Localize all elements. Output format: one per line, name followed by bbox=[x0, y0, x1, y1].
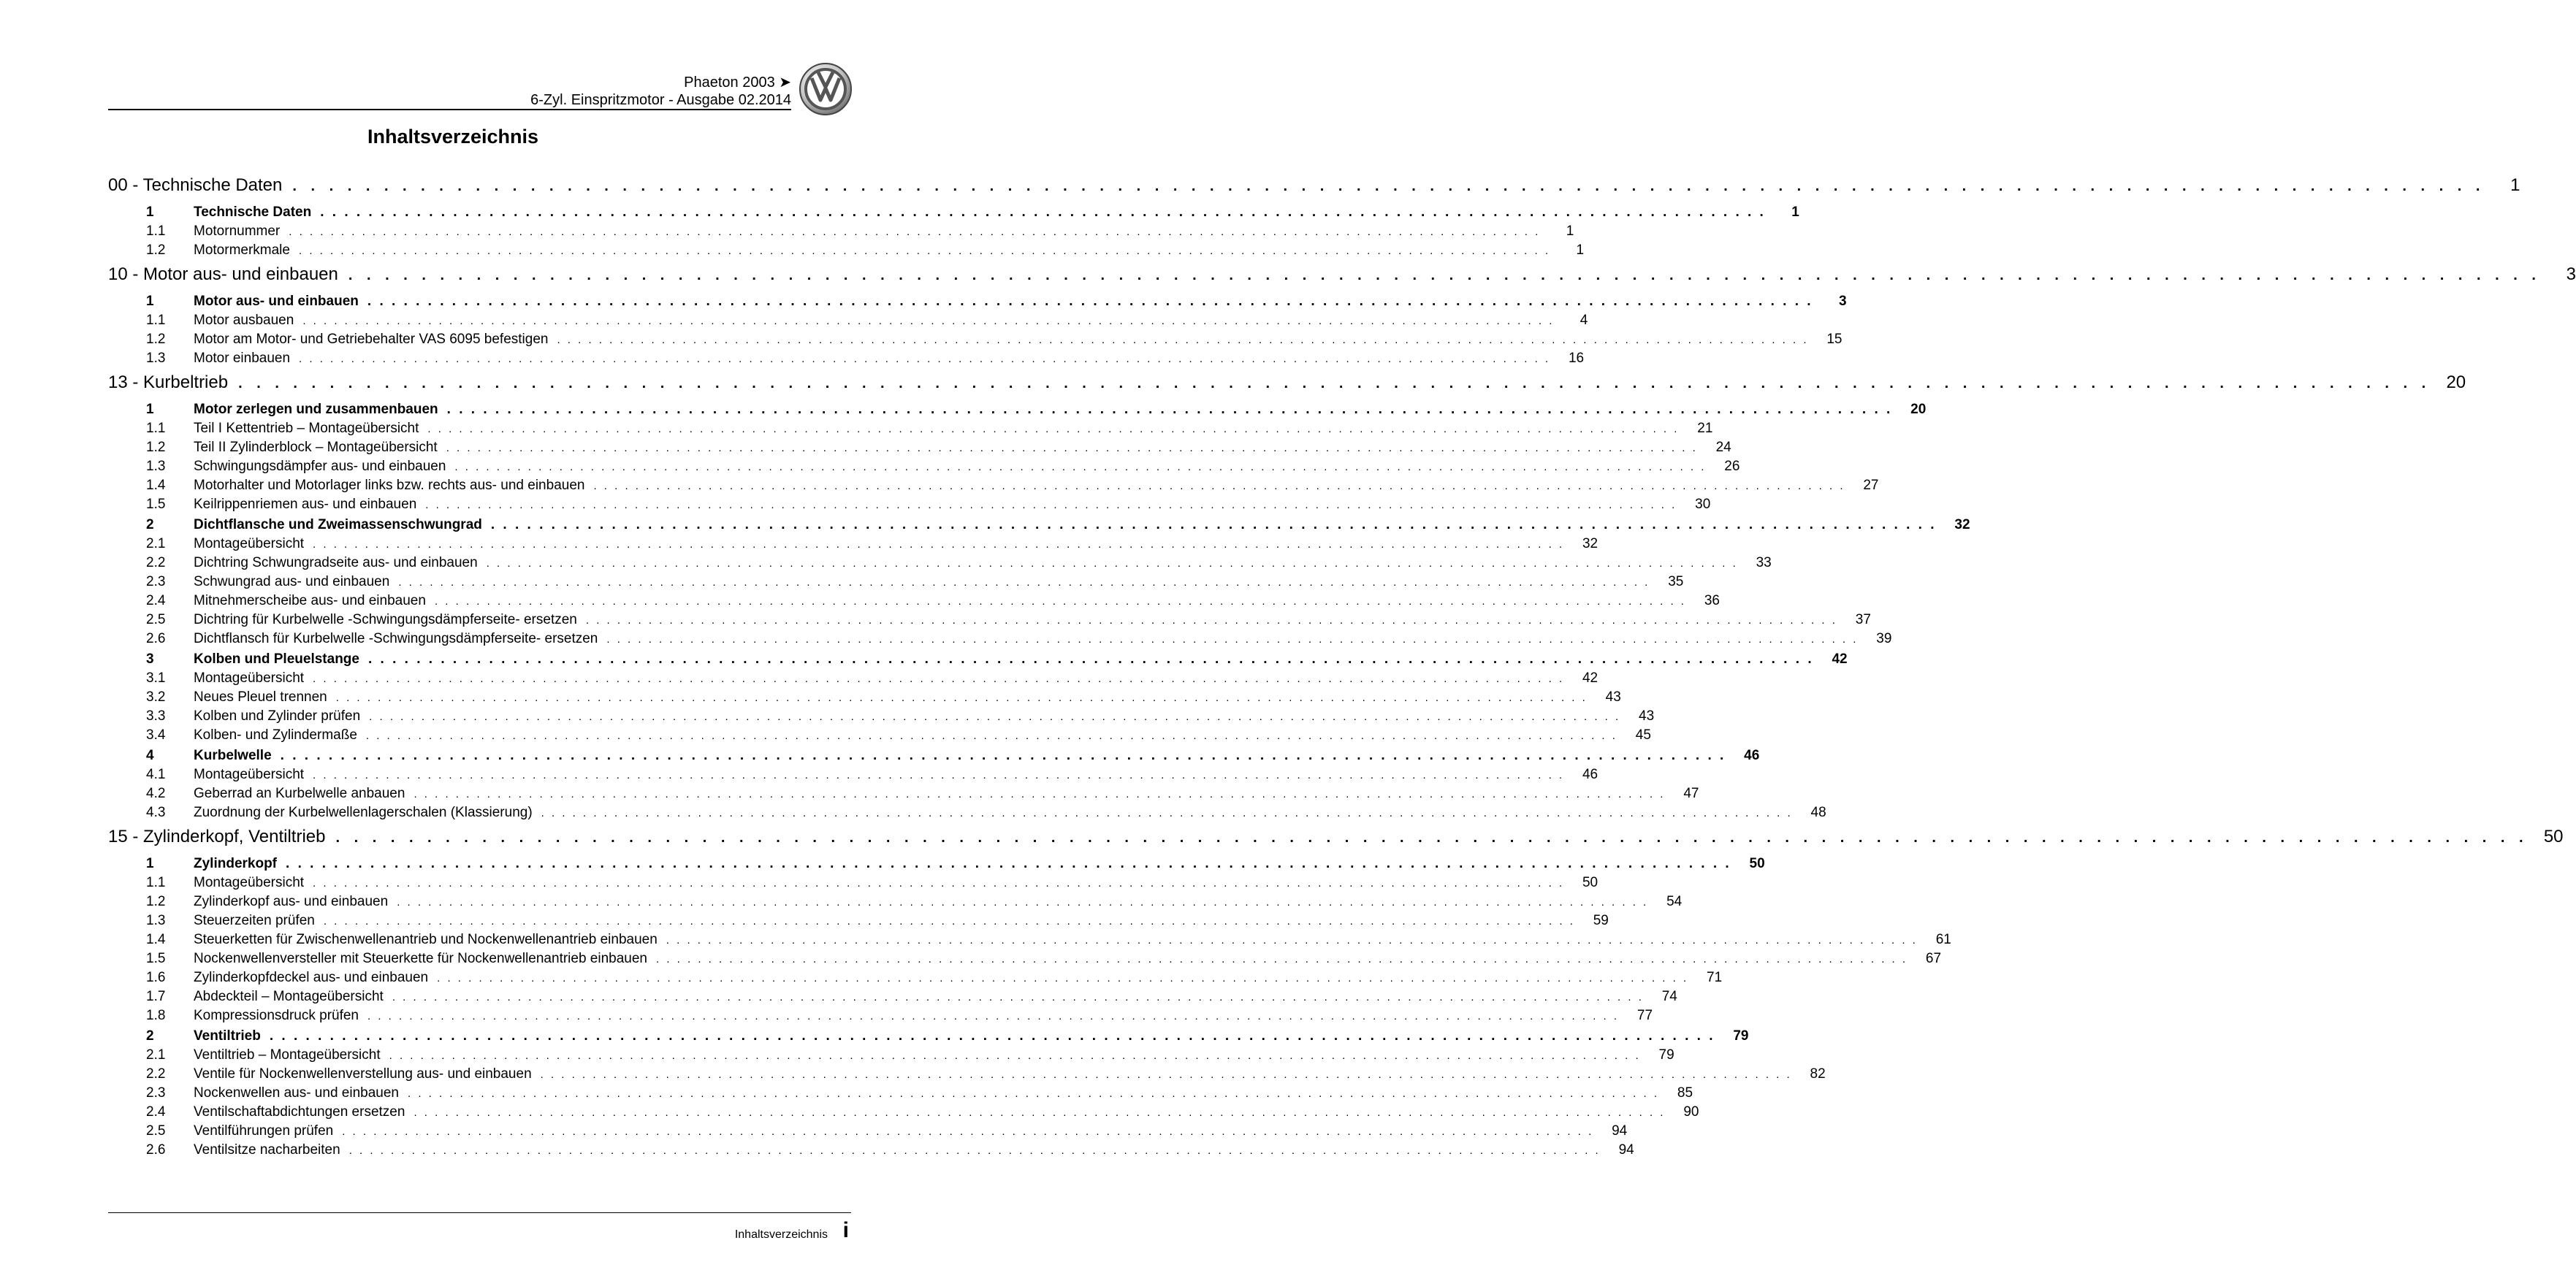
toc-section-row[interactable] bbox=[108, 204, 1799, 223]
toc-entry-page: 43 bbox=[1605, 689, 1621, 705]
toc-entry-page: 61 bbox=[1935, 932, 1951, 947]
toc-sub-row[interactable] bbox=[108, 313, 1588, 332]
toc-entry-number: 2.3 bbox=[146, 574, 166, 589]
toc-entry-page: 85 bbox=[1677, 1085, 1693, 1101]
toc-entry-label: Technische Daten bbox=[194, 204, 312, 220]
toc-section-row[interactable] bbox=[108, 402, 1927, 421]
toc-entry-label: Ventiltrieb bbox=[194, 1028, 261, 1044]
toc-dot-leader: . . . . . . . . . . . . . . . . . . . . . . . . . . . . . . . . . . . . . . . . . . . . . . . . . . . . . . . . . . . . . . . . . . . . . . . . . . . . . . . . . . . . . . . . . . . . . . . . . . . . . . . . . . . . . . . . . . . . . . . . bbox=[299, 353, 1551, 365]
toc-entry-label: Nockenwellenversteller mit Steuerkette für Nockenwellenantrieb einbauen bbox=[194, 951, 647, 966]
toc-dot-leader: . . . . . . . . . . . . . . . . . . . . . . . . . . . . . . . . . . . . . . . . . . . . . . . . . . . . . . . . . . . . . . . . . . . . . . . . . . . . . . . . . . . . . . . . . . . . . . . . . . . . . . . . . . . . . . . . . . . . . . . . bbox=[557, 334, 1809, 346]
toc-entry-page: 50 bbox=[2543, 827, 2564, 846]
toc-section-row[interactable] bbox=[108, 517, 1970, 536]
toc-entry-label: Kurbelwelle bbox=[194, 748, 272, 763]
toc-entry-number: 3.2 bbox=[146, 689, 166, 705]
toc-sub-row[interactable] bbox=[108, 875, 1598, 894]
toc-entry-number: 2.3 bbox=[146, 1085, 166, 1101]
toc-dot-leader: . . . . . . . . . . . . . . . . . . . . . . . . . . . . . . . . . . . . . . . . . . . . . . . . . . . . . . . . . . . . . . . . . . . . . . . . . . . . . . . . . . . . . . . . . . . . . . . . . . . . . . . . . . . . . . . . . . . . . . . . bbox=[593, 480, 1845, 492]
toc-entry-number: 1.2 bbox=[146, 242, 166, 258]
toc-dot-leader: . . . . . . . . . . . . . . . . . . . . . . . . . . . . . . . . . . . . . . . . . . . . . . . . . . . . . . . . . . . . . . . . . . . . . . . . . . . . . . . . . . . . . . . . . . . . . . . . . . . . . . . . . . . . . . . . . . . . . . . . bbox=[286, 856, 1731, 871]
toc-dot-leader: . . . . . . . . . . . . . . . . . . . . . . . . . . . . . . . . . . . . . . . . . . . . . . . . . . . . . . . . . . . . . . . . . . . . . . . . . . . . . . . . . . . . . . . . . . . . . . . . . . . . . . . . . . . . . . . . . . . . . . . . bbox=[335, 830, 2529, 846]
toc-entry-number: 2 bbox=[146, 1028, 154, 1044]
toc-sub-row[interactable] bbox=[108, 478, 1879, 497]
toc-sub-row[interactable] bbox=[108, 1008, 1653, 1027]
toc-sub-row[interactable] bbox=[108, 351, 1585, 370]
toc-dot-leader: . . . . . . . . . . . . . . . . . . . . . . . . . . . . . . . . . . . . . . . . . . . . . . . . . . . . . . . . . . . . . . . . . . . . . . . . . . . . . . . . . . . . . . . . . . . . . . . . . . . . . . . . . . . . . . . . . . . . . . . . bbox=[313, 673, 1565, 685]
toc-entry-label: Abdeckteil – Montageübersicht bbox=[194, 989, 384, 1004]
toc-sub-row[interactable] bbox=[108, 1085, 1693, 1104]
toc-dot-leader: . . . . . . . . . . . . . . . . . . . . . . . . . . . . . . . . . . . . . . . . . . . . . . . . . . . . . . . . . . . . . . . . . . . . . . . . . . . . . . . . . . . . . . . . . . . . . . . . . . . . . . . . . . . . . . . . . . . . . . . . bbox=[289, 226, 1541, 238]
footer-page-number: i bbox=[842, 1218, 849, 1242]
toc-sub-row[interactable] bbox=[108, 421, 1713, 440]
toc-section-row[interactable] bbox=[108, 748, 1760, 767]
toc-dot-leader: . . . . . . . . . . . . . . . . . . . . . . . . . . . . . . . . . . . . . . . . . . . . . . . . . . . . . . . . . . . . . . . . . . . . . . . . . . . . . . . . . . . . . . . . . . . . . . . . . . . . . . . . . . . . . . . . . . . . . . . . bbox=[606, 633, 1859, 646]
toc-entry-label: 13 - Kurbeltrieb bbox=[108, 372, 229, 392]
toc-entry-page: 30 bbox=[1695, 497, 1711, 512]
toc-entry-page: 47 bbox=[1683, 786, 1699, 801]
toc-entry-label: Motor am Motor- und Getriebehalter VAS 6095 befestigen bbox=[194, 332, 549, 347]
toc-entry-label: Kolben und Zylinder prüfen bbox=[194, 708, 361, 724]
toc-entry-page: 50 bbox=[1582, 875, 1598, 890]
toc-entry-number: 2.6 bbox=[146, 631, 166, 646]
toc-sub-row[interactable] bbox=[108, 223, 1574, 242]
toc-dot-leader: . . . . . . . . . . . . . . . . . . . . . . . . . . . . . . . . . . . . . . . . . . . . . . . . . . . . . . . . . . . . . . . . . . . . . . . . . . . . . . . . . . . . . . . . . . . . . . . . . . . . . . . . . . . . . . . . . . . . . . . . bbox=[302, 315, 1555, 327]
toc-entry-number: 1 bbox=[146, 402, 154, 417]
toc-entry-page: 42 bbox=[1582, 670, 1598, 686]
toc-entry-number: 2.6 bbox=[146, 1142, 166, 1158]
toc-entry-label: Motor einbauen bbox=[194, 351, 291, 366]
toc-entry-label: Teil I Kettentrieb – Montageübersicht bbox=[194, 421, 419, 436]
toc-dot-leader: . . . . . . . . . . . . . . . . . . . . . . . . . . . . . . . . . . . . . . . . . . . . . . . . . . . . . . . . . . . . . . . . . . . . . . . . . . . . . . . . . . . . . . . . . . . . . . . . . . . . . . . . . . . . . . . . . . . . . . . . bbox=[389, 1049, 1641, 1062]
toc-entry-page: 67 bbox=[1925, 951, 1942, 966]
toc-entry-number: 1.2 bbox=[146, 894, 166, 909]
toc-dot-leader: . . . . . . . . . . . . . . . . . . . . . . . . . . . . . . . . . . . . . . . . . . . . . . . . . . . . . . . . . . . . . . . . . . . . . . . . . . . . . . . . . . . . . . . . . . . . . . . . . . . . . . . . . . . . . . . . . . . . . . . . bbox=[414, 1106, 1666, 1119]
toc-entry-page: 54 bbox=[1666, 894, 1683, 909]
toc-entry-label: Zuordnung der Kurbelwellenlagerschalen (Klassierung) bbox=[194, 805, 533, 820]
toc-entry-label: Neues Pleuel trennen bbox=[194, 689, 327, 705]
toc-section-row[interactable] bbox=[108, 294, 1847, 313]
toc-entry-label: Dichtflansch für Kurbelwelle -Schwingungsdämpferseite- ersetzen bbox=[194, 631, 598, 646]
toc-chapter-row[interactable] bbox=[108, 264, 2576, 292]
toc-entry-label: Montageübersicht bbox=[194, 875, 305, 890]
toc-entry-label: Kompressionsdruck prüfen bbox=[194, 1008, 359, 1023]
toc-dot-leader: . . . . . . . . . . . . . . . . . . . . . . . . . . . . . . . . . . . . . . . . . . . . . . . . . . . . . . . . . . . . . . . . . . . . . . . . . . . . . . . . . . . . . . . . . . . . . . . . . . . . . . . . . . . . . . . . . . . . . . . . bbox=[298, 245, 1551, 257]
toc-entry-page: 43 bbox=[1639, 708, 1655, 724]
toc-entry-page: 48 bbox=[1810, 805, 1826, 820]
toc-entry-number: 1.1 bbox=[146, 875, 166, 890]
toc-entry-page: 21 bbox=[1697, 421, 1713, 436]
toc-sub-row[interactable] bbox=[108, 951, 1942, 970]
toc-entry-number: 1.3 bbox=[146, 459, 166, 474]
toc-entry-number: 1.1 bbox=[146, 223, 166, 239]
toc-dot-leader: . . . . . . . . . . . . . . . . . . . . . . . . . . . . . . . . . . . . . . . . . . . . . . . . . . . . . . . . . . . . . . . . . . . . . . . . . . . . . . . . . . . . . . . . . . . . . . . . . . . . . . . . . . . . . . . . . . . . . . . . bbox=[323, 915, 1575, 928]
toc-entry-page: 46 bbox=[1744, 748, 1760, 763]
toc-entry-label: Montageübersicht bbox=[194, 670, 305, 686]
toc-entry-label: Dichtring für Kurbelwelle -Schwingungsdämpferseite- ersetzen bbox=[194, 612, 577, 627]
toc-entry-number: 1.4 bbox=[146, 932, 166, 947]
toc-dot-leader: . . . . . . . . . . . . . . . . . . . . . . . . . . . . . . . . . . . . . . . . . . . . . . . . . . . . . . . . . . . . . . . . . . . . . . . . . . . . . . . . . . . . . . . . . . . . . . . . . . . . . . . . . . . . . . . . . . . . . . . . bbox=[437, 972, 1689, 984]
toc-entry-page: 79 bbox=[1733, 1028, 1749, 1044]
toc-sub-row[interactable] bbox=[108, 989, 1677, 1008]
toc-entry-label: Kolben- und Zylindermaße bbox=[194, 727, 357, 743]
toc-entry-number: 1.7 bbox=[146, 989, 166, 1004]
toc-dot-leader: . . . . . . . . . . . . . . . . . . . . . . . . . . . . . . . . . . . . . . . . . . . . . . . . . . . . . . . . . . . . . . . . . . . . . . . . . . . . . . . . . . . . . . . . . . . . . . . . . . . . . . . . . . . . . . . . . . . . . . . . bbox=[486, 557, 1738, 570]
vw-logo-icon bbox=[799, 62, 853, 116]
toc-entry-number: 2.2 bbox=[146, 555, 166, 570]
toc-entry-page: 33 bbox=[1756, 555, 1772, 570]
toc-entry-page: 16 bbox=[1568, 351, 1585, 366]
toc-entry-number: 2.1 bbox=[146, 536, 166, 551]
toc-entry-label: Steuerketten für Zwischenwellenantrieb und Nockenwellenantrieb einbauen bbox=[194, 932, 658, 947]
toc-entry-number: 4.1 bbox=[146, 767, 166, 782]
header-model: Phaeton 2003 ➤ bbox=[684, 74, 791, 91]
toc-entry-page: 26 bbox=[1724, 459, 1740, 474]
toc-entry-page: 32 bbox=[1582, 536, 1598, 551]
toc-dot-leader: . . . . . . . . . . . . . . . . . . . . . . . . . . . . . . . . . . . . . . . . . . . . . . . . . . . . . . . . . . . . . . . . . . . . . . . . . . . . . . . . . . . . . . . . . . . . . . . . . . . . . . . . . . . . . . . . . . . . . . . . bbox=[367, 1010, 1620, 1022]
toc-entry-number: 4.3 bbox=[146, 805, 166, 820]
toc-sub-row[interactable] bbox=[108, 332, 1843, 351]
toc-sub-row[interactable] bbox=[108, 786, 1699, 805]
toc-sub-row[interactable] bbox=[108, 1047, 1674, 1066]
toc-entry-page: 50 bbox=[1749, 856, 1765, 871]
toc-sub-row[interactable] bbox=[108, 805, 1826, 824]
toc-entry-page: 20 bbox=[1910, 402, 1927, 417]
toc-entry-label: Schwungrad aus- und einbauen bbox=[194, 574, 390, 589]
toc-entry-label: Zylinderkopfdeckel aus- und einbauen bbox=[194, 970, 429, 985]
toc-section-row[interactable] bbox=[108, 856, 1765, 875]
toc-entry-number: 3.1 bbox=[146, 670, 166, 686]
page-title: Inhaltsverzeichnis bbox=[367, 126, 539, 148]
toc-entry-number: 1 bbox=[146, 856, 154, 871]
toc-entry-page: 32 bbox=[1954, 517, 1970, 532]
toc-chapter-row[interactable] bbox=[108, 372, 2466, 400]
toc-entry-label: Teil II Zylinderblock – Montageübersicht bbox=[194, 440, 438, 455]
toc-entry-label: Motormerkmale bbox=[194, 242, 290, 258]
toc-entry-page: 1 bbox=[1791, 204, 1799, 220]
toc-sub-row[interactable] bbox=[108, 440, 1731, 459]
toc-dot-leader: . . . . . . . . . . . . . . . . . . . . . . . . . . . . . . . . . . . . . . . . . . . . . . . . . . . . . . . . . . . . . . . . . . . . . . . . . . . . . . . . . . . . . . . . . . . . . . . . . . . . . . . . . . . . . . . . . . . . . . . . bbox=[348, 267, 2541, 283]
toc-dot-leader: . . . . . . . . . . . . . . . . . . . . . . . . . . . . . . . . . . . . . . . . . . . . . . . . . . . . . . . . . . . . . . . . . . . . . . . . . . . . . . . . . . . . . . . . . . . . . . . . . . . . . . . . . . . . . . . . . . . . . . . . bbox=[407, 1087, 1660, 1100]
toc-dot-leader: . . . . . . . . . . . . . . . . . . . . . . . . . . . . . . . . . . . . . . . . . . . . . . . . . . . . . . . . . . . . . . . . . . . . . . . . . . . . . . . . . . . . . . . . . . . . . . . . . . . . . . . . . . . . . . . . . . . . . . . . bbox=[656, 953, 1908, 965]
toc-entry-label: Ventilführungen prüfen bbox=[194, 1123, 334, 1139]
toc-entry-number: 4 bbox=[146, 748, 154, 763]
toc-entry-label: 00 - Technische Daten bbox=[108, 175, 283, 195]
toc-entry-page: 46 bbox=[1582, 767, 1598, 782]
toc-entry-number: 3 bbox=[146, 651, 154, 667]
toc-entry-number: 1.3 bbox=[146, 351, 166, 366]
toc-entry-label: Motornummer bbox=[194, 223, 281, 239]
toc-dot-leader: . . . . . . . . . . . . . . . . . . . . . . . . . . . . . . . . . . . . . . . . . . . . . . . . . . . . . . . . . . . . . . . . . . . . . . . . . . . . . . . . . . . . . . . . . . . . . . . . . . . . . . . . . . . . . . . . . . . . . . . . bbox=[367, 294, 1813, 309]
toc-entry-number: 2.2 bbox=[146, 1066, 166, 1082]
toc-entry-number: 4.2 bbox=[146, 786, 166, 801]
toc-entry-page: 24 bbox=[1715, 440, 1731, 455]
toc-dot-leader: . . . . . . . . . . . . . . . . . . . . . . . . . . . . . . . . . . . . . . . . . . . . . . . . . . . . . . . . . . . . . . . . . . . . . . . . . . . . . . . . . . . . . . . . . . . . . . . . . . . . . . . . . . . . . . . . . . . . . . . . bbox=[280, 748, 1726, 763]
toc-entry-label: 15 - Zylinderkopf, Ventiltrieb bbox=[108, 827, 326, 846]
toc-entry-page: 39 bbox=[1876, 631, 1892, 646]
toc-entry-page: 94 bbox=[1612, 1123, 1628, 1139]
toc-entry-label: Motor aus- und einbauen bbox=[194, 294, 359, 309]
toc-entry-page: 3 bbox=[1838, 294, 1847, 309]
toc-entry-number: 1.2 bbox=[146, 440, 166, 455]
toc-entry-number: 2.5 bbox=[146, 1123, 166, 1139]
toc-sub-row[interactable] bbox=[108, 708, 1655, 727]
toc-entry-page: 27 bbox=[1863, 478, 1879, 493]
toc-entry-page: 74 bbox=[1661, 989, 1677, 1004]
toc-entry-label: Zylinderkopf bbox=[194, 856, 278, 871]
toc-dot-leader: . . . . . . . . . . . . . . . . . . . . . . . . . . . . . . . . . . . . . . . . . . . . . . . . . . . . . . . . . . . . . . . . . . . . . . . . . . . . . . . . . . . . . . . . . . . . . . . . . . . . . . . . . . . . . . . . . . . . . . . . bbox=[666, 934, 1918, 947]
toc-entry-label: Geberrad an Kurbelwelle anbauen bbox=[194, 786, 405, 801]
toc-entry-number: 1.1 bbox=[146, 313, 166, 328]
toc-entry-label: Motorhalter und Motorlager links bzw. rechts aus- und einbauen bbox=[194, 478, 585, 493]
toc-chapter-row[interactable] bbox=[108, 175, 2520, 203]
toc-entry-number: 1.5 bbox=[146, 497, 166, 512]
toc-entry-number: 1.3 bbox=[146, 913, 166, 928]
toc-entry-page: 94 bbox=[1618, 1142, 1634, 1158]
toc-entry-number: 1 bbox=[146, 204, 154, 220]
toc-dot-leader: . . . . . . . . . . . . . . . . . . . . . . . . . . . . . . . . . . . . . . . . . . . . . . . . . . . . . . . . . . . . . . . . . . . . . . . . . . . . . . . . . . . . . . . . . . . . . . . . . . . . . . . . . . . . . . . . . . . . . . . . bbox=[585, 614, 1837, 627]
toc-entry-label: Ventiltrieb – Montageübersicht bbox=[194, 1047, 381, 1063]
toc-entry-page: 59 bbox=[1593, 913, 1609, 928]
toc-entry-number: 3.4 bbox=[146, 727, 166, 743]
toc-dot-leader: . . . . . . . . . . . . . . . . . . . . . . . . . . . . . . . . . . . . . . . . . . . . . . . . . . . . . . . . . . . . . . . . . . . . . . . . . . . . . . . . . . . . . . . . . . . . . . . . . . . . . . . . . . . . . . . . . . . . . . . . bbox=[425, 499, 1677, 511]
header-subtitle: 6-Zyl. Einspritzmotor - Ausgabe 02.2014 bbox=[530, 92, 791, 108]
toc-dot-leader: . . . . . . . . . . . . . . . . . . . . . . . . . . . . . . . . . . . . . . . . . . . . . . . . . . . . . . . . . . . . . . . . . . . . . . . . . . . . . . . . . . . . . . . . . . . . . . . . . . . . . . . . . . . . . . . . . . . . . . . . bbox=[446, 442, 1698, 454]
toc-entry-label: 10 - Motor aus- und einbauen bbox=[108, 264, 338, 284]
toc-entry-number: 1.2 bbox=[146, 332, 166, 347]
toc-section-row[interactable] bbox=[108, 651, 1848, 670]
toc-dot-leader: . . . . . . . . . . . . . . . . . . . . . . . . . . . . . . . . . . . . . . . . . . . . . . . . . . . . . . . . . . . . . . . . . . . . . . . . . . . . . . . . . . . . . . . . . . . . . . . . . . . . . . . . . . . . . . . . . . . . . . . . bbox=[446, 402, 1893, 417]
toc-entry-page: 1 bbox=[1566, 223, 1574, 239]
toc-entry-page: 82 bbox=[1810, 1066, 1826, 1082]
toc-entry-label: Keilrippenriemen aus- und einbauen bbox=[194, 497, 417, 512]
toc-dot-leader: . . . . . . . . . . . . . . . . . . . . . . . . . . . . . . . . . . . . . . . . . . . . . . . . . . . . . . . . . . . . . . . . . . . . . . . . . . . . . . . . . . . . . . . . . . . . . . . . . . . . . . . . . . . . . . . . . . . . . . . . bbox=[313, 769, 1565, 781]
toc-entry-number: 2.1 bbox=[146, 1047, 166, 1063]
toc-entry-label: Montageübersicht bbox=[194, 767, 305, 782]
toc-entry-number: 2.5 bbox=[146, 612, 166, 627]
toc-dot-leader: . . . . . . . . . . . . . . . . . . . . . . . . . . . . . . . . . . . . . . . . . . . . . . . . . . . . . . . . . . . . . . . . . . . . . . . . . . . . . . . . . . . . . . . . . . . . . . . . . . . . . . . . . . . . . . . . . . . . . . . . bbox=[397, 896, 1649, 909]
toc-entry-number: 2.4 bbox=[146, 593, 166, 608]
header-divider bbox=[108, 109, 791, 110]
toc-entry-page: 36 bbox=[1704, 593, 1720, 608]
toc-entry-page: 4 bbox=[1579, 313, 1588, 328]
toc-entry-page: 20 bbox=[2446, 372, 2466, 392]
toc-entry-page: 90 bbox=[1683, 1104, 1699, 1120]
toc-entry-label: Schwingungsdämpfer aus- und einbauen bbox=[194, 459, 446, 474]
toc-sub-row[interactable] bbox=[108, 932, 1951, 951]
toc-sub-row[interactable] bbox=[108, 727, 1651, 746]
toc-sub-row[interactable] bbox=[108, 689, 1621, 708]
toc-sub-row[interactable] bbox=[108, 242, 1585, 261]
toc-entry-label: Mitnehmerscheibe aus- und einbauen bbox=[194, 593, 426, 608]
toc-dot-leader: . . . . . . . . . . . . . . . . . . . . . . . . . . . . . . . . . . . . . . . . . . . . . . . . . . . . . . . . . . . . . . . . . . . . . . . . . . . . . . . . . . . . . . . . . . . . . . . . . . . . . . . . . . . . . . . . . . . . . . . . bbox=[454, 461, 1707, 473]
toc-sub-row[interactable] bbox=[108, 1123, 1628, 1142]
toc-section-row[interactable] bbox=[108, 1028, 1749, 1047]
toc-entry-label: Nockenwellen aus- und einbauen bbox=[194, 1085, 399, 1101]
toc-sub-row[interactable] bbox=[108, 497, 1711, 516]
toc-entry-page: 1 bbox=[2510, 175, 2520, 195]
toc-entry-label: Kolben und Pleuelstange bbox=[194, 651, 359, 667]
toc-sub-row[interactable] bbox=[108, 670, 1598, 689]
toc-dot-leader: . . . . . . . . . . . . . . . . . . . . . . . . . . . . . . . . . . . . . . . . . . . . . . . . . . . . . . . . . . . . . . . . . . . . . . . . . . . . . . . . . . . . . . . . . . . . . . . . . . . . . . . . . . . . . . . . . . . . . . . . bbox=[320, 204, 1766, 220]
toc-entry-label: Zylinderkopf aus- und einbauen bbox=[194, 894, 389, 909]
toc-dot-leader: . . . . . . . . . . . . . . . . . . . . . . . . . . . . . . . . . . . . . . . . . . . . . . . . . . . . . . . . . . . . . . . . . . . . . . . . . . . . . . . . . . . . . . . . . . . . . . . . . . . . . . . . . . . . . . . . . . . . . . . . bbox=[541, 807, 1793, 819]
toc-dot-leader: . . . . . . . . . . . . . . . . . . . . . . . . . . . . . . . . . . . . . . . . . . . . . . . . . . . . . . . . . . . . . . . . . . . . . . . . . . . . . . . . . . . . . . . . . . . . . . . . . . . . . . . . . . . . . . . . . . . . . . . . bbox=[369, 711, 1621, 723]
toc-entry-number: 2.4 bbox=[146, 1104, 166, 1120]
toc-entry-page: 79 bbox=[1658, 1047, 1674, 1063]
toc-dot-leader: . . . . . . . . . . . . . . . . . . . . . . . . . . . . . . . . . . . . . . . . . . . . . . . . . . . . . . . . . . . . . . . . . . . . . . . . . . . . . . . . . . . . . . . . . . . . . . . . . . . . . . . . . . . . . . . . . . . . . . . . bbox=[490, 517, 1937, 532]
footer-label: Inhaltsverzeichnis bbox=[734, 1228, 828, 1241]
toc-dot-leader: . . . . . . . . . . . . . . . . . . . . . . . . . . . . . . . . . . . . . . . . . . . . . . . . . . . . . . . . . . . . . . . . . . . . . . . . . . . . . . . . . . . . . . . . . . . . . . . . . . . . . . . . . . . . . . . . . . . . . . . . bbox=[540, 1068, 1792, 1081]
toc-sub-row[interactable] bbox=[108, 612, 1871, 631]
toc-entry-label: Dichtring Schwungradseite aus- und einbauen bbox=[194, 555, 478, 570]
toc-dot-leader: . . . . . . . . . . . . . . . . . . . . . . . . . . . . . . . . . . . . . . . . . . . . . . . . . . . . . . . . . . . . . . . . . . . . . . . . . . . . . . . . . . . . . . . . . . . . . . . . . . . . . . . . . . . . . . . . . . . . . . . . bbox=[269, 1028, 1715, 1044]
toc-sub-row[interactable] bbox=[108, 593, 1720, 612]
toc-dot-leader: . . . . . . . . . . . . . . . . . . . . . . . . . . . . . . . . . . . . . . . . . . . . . . . . . . . . . . . . . . . . . . . . . . . . . . . . . . . . . . . . . . . . . . . . . . . . . . . . . . . . . . . . . . . . . . . . . . . . . . . . bbox=[414, 788, 1666, 800]
toc-sub-row[interactable] bbox=[108, 894, 1683, 913]
toc-dot-leader: . . . . . . . . . . . . . . . . . . . . . . . . . . . . . . . . . . . . . . . . . . . . . . . . . . . . . . . . . . . . . . . . . . . . . . . . . . . . . . . . . . . . . . . . . . . . . . . . . . . . . . . . . . . . . . . . . . . . . . . . bbox=[342, 1125, 1594, 1138]
toc-entry-label: Ventilschaftabdichtungen ersetzen bbox=[194, 1104, 405, 1120]
toc-sub-row[interactable] bbox=[108, 913, 1609, 932]
toc-sub-row[interactable] bbox=[108, 631, 1892, 650]
toc-entry-number: 1.8 bbox=[146, 1008, 166, 1023]
toc-entry-number: 1.6 bbox=[146, 970, 166, 985]
toc-dot-leader: . . . . . . . . . . . . . . . . . . . . . . . . . . . . . . . . . . . . . . . . . . . . . . . . . . . . . . . . . . . . . . . . . . . . . . . . . . . . . . . . . . . . . . . . . . . . . . . . . . . . . . . . . . . . . . . . . . . . . . . . bbox=[335, 692, 1588, 704]
toc-entry-number: 1.1 bbox=[146, 421, 166, 436]
toc-dot-leader: . . . . . . . . . . . . . . . . . . . . . . . . . . . . . . . . . . . . . . . . . . . . . . . . . . . . . . . . . . . . . . . . . . . . . . . . . . . . . . . . . . . . . . . . . . . . . . . . . . . . . . . . . . . . . . . . . . . . . . . . bbox=[313, 538, 1565, 551]
footer-divider bbox=[108, 1212, 851, 1213]
toc-entry-number: 2 bbox=[146, 517, 154, 532]
toc-chapter-row[interactable] bbox=[108, 827, 2564, 854]
toc-sub-row[interactable] bbox=[108, 536, 1598, 555]
table-of-contents bbox=[108, 175, 2576, 1161]
toc-dot-leader: . . . . . . . . . . . . . . . . . . . . . . . . . . . . . . . . . . . . . . . . . . . . . . . . . . . . . . . . . . . . . . . . . . . . . . . . . . . . . . . . . . . . . . . . . . . . . . . . . . . . . . . . . . . . . . . . . . . . . . . . bbox=[313, 877, 1565, 890]
toc-entry-number: 1.4 bbox=[146, 478, 166, 493]
toc-entry-page: 42 bbox=[1832, 651, 1848, 667]
toc-entry-label: Ventile für Nockenwellenverstellung aus- und einbauen bbox=[194, 1066, 532, 1082]
toc-dot-leader: . . . . . . . . . . . . . . . . . . . . . . . . . . . . . . . . . . . . . . . . . . . . . . . . . . . . . . . . . . . . . . . . . . . . . . . . . . . . . . . . . . . . . . . . . . . . . . . . . . . . . . . . . . . . . . . . . . . . . . . . bbox=[434, 595, 1686, 608]
toc-sub-row[interactable] bbox=[108, 459, 1740, 478]
toc-dot-leader: . . . . . . . . . . . . . . . . . . . . . . . . . . . . . . . . . . . . . . . . . . . . . . . . . . . . . . . . . . . . . . . . . . . . . . . . . . . . . . . . . . . . . . . . . . . . . . . . . . . . . . . . . . . . . . . . . . . . . . . . bbox=[348, 1144, 1601, 1157]
toc-dot-leader: . . . . . . . . . . . . . . . . . . . . . . . . . . . . . . . . . . . . . . . . . . . . . . . . . . . . . . . . . . . . . . . . . . . . . . . . . . . . . . . . . . . . . . . . . . . . . . . . . . . . . . . . . . . . . . . . . . . . . . . . bbox=[367, 651, 1814, 667]
toc-sub-row[interactable] bbox=[108, 970, 1723, 989]
toc-entry-label: Dichtflansche und Zweimassenschwungrad bbox=[194, 517, 482, 532]
toc-sub-row[interactable] bbox=[108, 1142, 1634, 1161]
toc-entry-number: 3.3 bbox=[146, 708, 166, 724]
toc-dot-leader: . . . . . . . . . . . . . . . . . . . . . . . . . . . . . . . . . . . . . . . . . . . . . . . . . . . . . . . . . . . . . . . . . . . . . . . . . . . . . . . . . . . . . . . . . . . . . . . . . . . . . . . . . . . . . . . . . . . . . . . . bbox=[427, 423, 1680, 435]
toc-dot-leader: . . . . . . . . . . . . . . . . . . . . . . . . . . . . . . . . . . . . . . . . . . . . . . . . . . . . . . . . . . . . . . . . . . . . . . . . . . . . . . . . . . . . . . . . . . . . . . . . . . . . . . . . . . . . . . . . . . . . . . . . bbox=[238, 375, 2431, 391]
toc-dot-leader: . . . . . . . . . . . . . . . . . . . . . . . . . . . . . . . . . . . . . . . . . . . . . . . . . . . . . . . . . . . . . . . . . . . . . . . . . . . . . . . . . . . . . . . . . . . . . . . . . . . . . . . . . . . . . . . . . . . . . . . . bbox=[392, 991, 1644, 1003]
toc-entry-page: 71 bbox=[1707, 970, 1723, 985]
toc-entry-page: 37 bbox=[1855, 612, 1871, 627]
toc-sub-row[interactable] bbox=[108, 574, 1684, 593]
toc-dot-leader: . . . . . . . . . . . . . . . . . . . . . . . . . . . . . . . . . . . . . . . . . . . . . . . . . . . . . . . . . . . . . . . . . . . . . . . . . . . . . . . . . . . . . . . . . . . . . . . . . . . . . . . . . . . . . . . . . . . . . . . . bbox=[398, 576, 1650, 589]
toc-entry-page: 77 bbox=[1636, 1008, 1653, 1023]
toc-entry-label: Montageübersicht bbox=[194, 536, 305, 551]
toc-entry-page: 45 bbox=[1635, 727, 1651, 743]
toc-dot-leader: . . . . . . . . . . . . . . . . . . . . . . . . . . . . . . . . . . . . . . . . . . . . . . . . . . . . . . . . . . . . . . . . . . . . . . . . . . . . . . . . . . . . . . . . . . . . . . . . . . . . . . . . . . . . . . . . . . . . . . . . bbox=[292, 178, 2485, 194]
toc-sub-row[interactable] bbox=[108, 767, 1598, 786]
toc-sub-row[interactable] bbox=[108, 555, 1772, 574]
toc-entry-label: Motor ausbauen bbox=[194, 313, 294, 328]
toc-entry-label: Ventilsitze nacharbeiten bbox=[194, 1142, 340, 1158]
toc-entry-number: 1.5 bbox=[146, 951, 166, 966]
toc-entry-label: Steuerzeiten prüfen bbox=[194, 913, 315, 928]
toc-entry-number: 1 bbox=[146, 294, 154, 309]
toc-entry-page: 1 bbox=[1576, 242, 1585, 258]
toc-entry-page: 35 bbox=[1668, 574, 1684, 589]
toc-sub-row[interactable] bbox=[108, 1104, 1699, 1123]
toc-entry-page: 15 bbox=[1826, 332, 1843, 347]
toc-sub-row[interactable] bbox=[108, 1066, 1826, 1085]
toc-dot-leader: . . . . . . . . . . . . . . . . . . . . . . . . . . . . . . . . . . . . . . . . . . . . . . . . . . . . . . . . . . . . . . . . . . . . . . . . . . . . . . . . . . . . . . . . . . . . . . . . . . . . . . . . . . . . . . . . . . . . . . . . bbox=[365, 730, 1617, 742]
toc-entry-page: 3 bbox=[2566, 264, 2576, 284]
toc-entry-label: Motor zerlegen und zusammenbauen bbox=[194, 402, 438, 417]
